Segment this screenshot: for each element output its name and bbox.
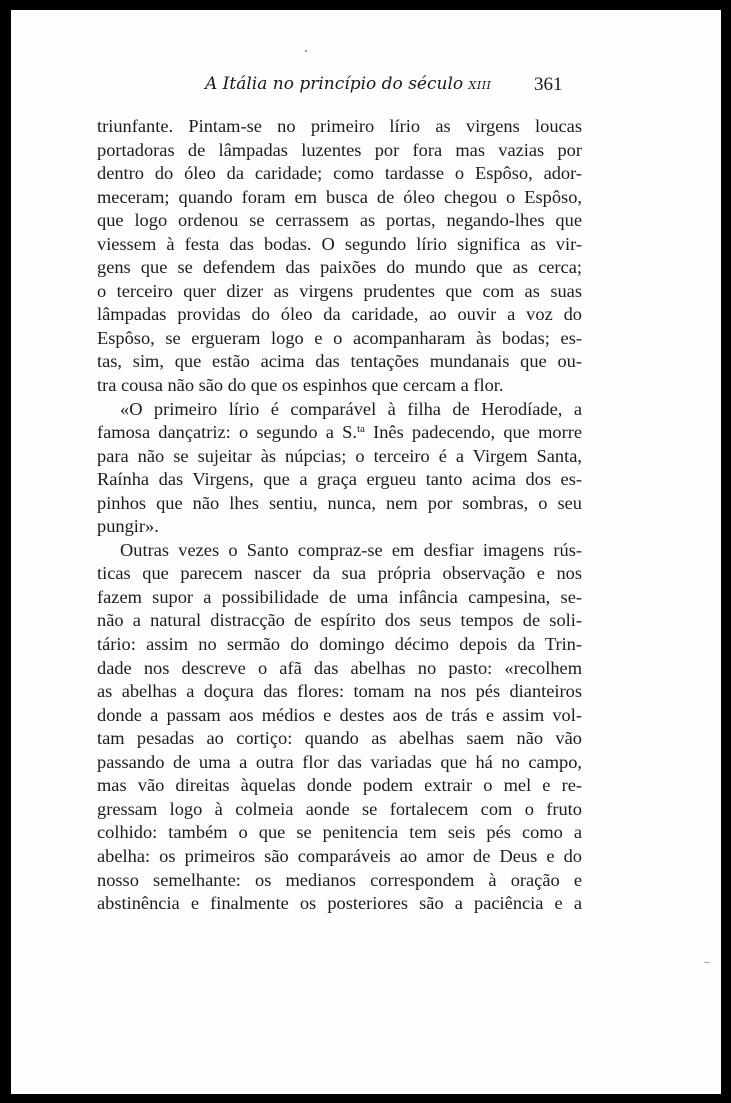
text-line: Raínha das Virgens, que a graça ergueu tanto acima dos es- bbox=[97, 469, 582, 490]
text-line: «O primeiro lírio é comparável à filha de Herodíade, a bbox=[120, 398, 582, 419]
text-line: abelha: os primeiros são comparáveis ao amor de Deus e do bbox=[97, 845, 582, 866]
superscript: ta bbox=[356, 423, 365, 436]
text-line: abstinência e finalmente os posteriores são a paciência e a bbox=[97, 893, 582, 914]
running-title-century: XIII bbox=[468, 79, 492, 92]
text-line: ticas que parecem nascer da sua própria observação e nos bbox=[97, 563, 582, 584]
text-line: tário: assim no sermão do domingo décimo depois da Trin- bbox=[97, 634, 582, 655]
text-line: meceram; quando foram em busca de óleo chegou o Espôso, bbox=[97, 186, 582, 207]
body-text bbox=[97, 115, 582, 916]
text-line: colhido: também o que se penitencia tem seis pés como a bbox=[97, 822, 582, 843]
text-line: viessem à festa das bodas. O segundo lírio significa as vir- bbox=[97, 233, 582, 254]
text-line: dentro do óleo da caridade; como tardasse o Espôso, ador- bbox=[97, 163, 582, 184]
text-line: para não se sujeitar às núpcias; o terceiro é a Virgem Santa, bbox=[97, 445, 582, 466]
text-line: não a natural distracção de espírito dos seus tempos de soli- bbox=[97, 610, 582, 631]
text-line: tas, sim, que estão acima das tentações mundanais que ou- bbox=[97, 351, 582, 372]
book-page bbox=[11, 10, 721, 1094]
running-title bbox=[205, 74, 491, 94]
text-line: portadoras de lâmpadas luzentes por fora mas vazias por bbox=[97, 139, 582, 160]
paper-speck bbox=[305, 50, 307, 52]
paper-speck bbox=[704, 962, 710, 963]
text-line: o terceiro quer dizer as virgens prudentes que com as suas bbox=[97, 280, 582, 301]
running-header bbox=[11, 74, 721, 102]
text-line: tra cousa não são do que os espinhos que cercam a flor. bbox=[97, 375, 504, 396]
text-line: que logo ordenou se cerrassem as portas, negando-lhes que bbox=[97, 210, 582, 231]
text-line: Espôso, se ergueram logo e o acompanharam às bodas; es- bbox=[97, 327, 582, 348]
text-line: triunfante. Pintam-se no primeiro lírio as virgens loucas bbox=[97, 116, 582, 136]
text-line: pinhos que não lhes sentiu, nunca, nem por sombras, o seu bbox=[97, 492, 582, 513]
text-line: as abelhas a doçura das flores: tomam na nos pés dianteiros bbox=[97, 681, 582, 702]
text-line bbox=[97, 421, 582, 445]
text-line: pungir». bbox=[97, 516, 159, 537]
text-line: Outras vezes o Santo compraz-se em desfiar imagens rús- bbox=[120, 539, 582, 560]
text-line: donde a passam aos médios e destes aos de trás e assim vol- bbox=[97, 704, 582, 725]
text-line: nosso semelhante: os medianos correspondem à oração e bbox=[97, 869, 582, 890]
text-line: gressam logo à colmeia aonde se fortalecem com o fruto bbox=[97, 798, 582, 819]
text-line: mas vão direitas àquelas donde podem extrair o mel e re- bbox=[97, 775, 582, 796]
running-title-text: A Itália no princípio do século bbox=[205, 74, 469, 94]
text-fragment: famosa dançatriz: o segundo a S. bbox=[97, 422, 357, 443]
text-line: tam pesadas ao cortiço: quando as abelhas saem não vão bbox=[97, 728, 582, 749]
text-fragment: Inês padecendo, que morre bbox=[364, 422, 582, 443]
text-line: gens que se defendem das paixões do mundo que as cerca; bbox=[97, 257, 582, 278]
text-line: lâmpadas providas do óleo da caridade, ao ouvir a voz do bbox=[97, 304, 582, 325]
text-line: fazem supor a possibilidade de uma infância campesina, se- bbox=[97, 586, 582, 607]
page-number: 361 bbox=[534, 74, 563, 95]
text-line: passando de uma a outra flor das variadas que há no campo, bbox=[97, 751, 582, 772]
text-line: dade nos descreve o afã das abelhas no pasto: «recolhem bbox=[97, 657, 582, 678]
